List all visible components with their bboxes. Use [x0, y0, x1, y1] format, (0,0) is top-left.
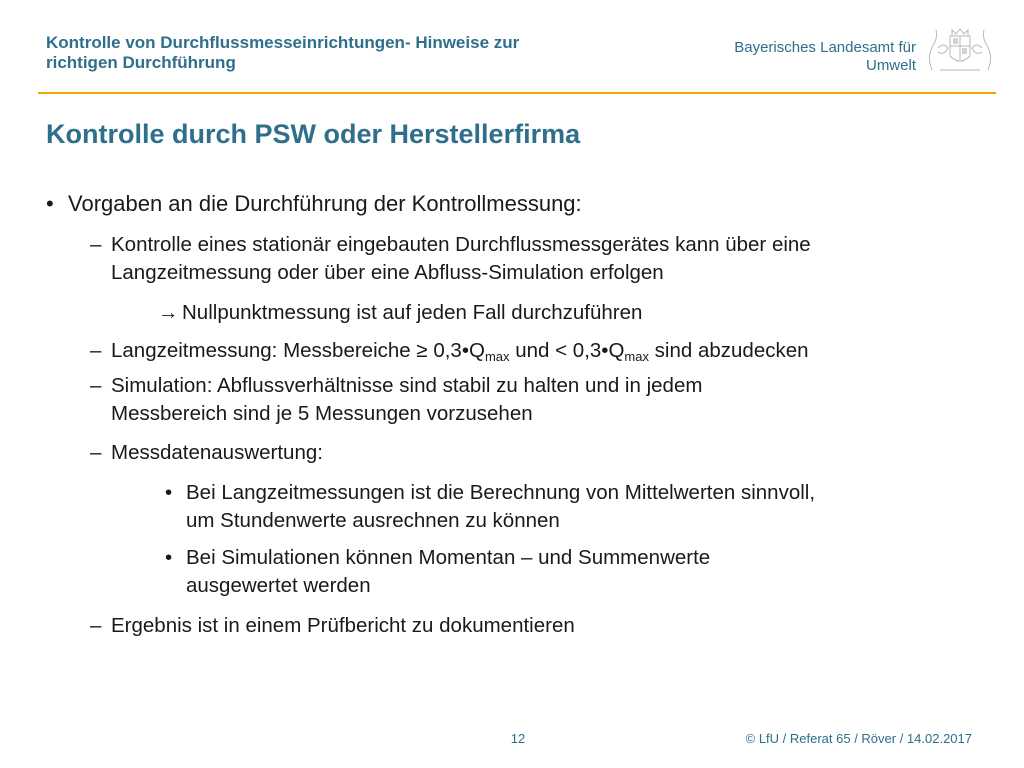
list-item-langzeitmessung — [90, 337, 1010, 365]
dash-marker: – — [90, 374, 102, 397]
dot-marker: • — [165, 546, 173, 569]
list-item-ergebnis — [90, 612, 1010, 640]
bullet-main-text: Vorgaben an die Durchführung der Kontrollmessung: — [68, 191, 582, 216]
dot-marker: • — [165, 481, 173, 504]
sub-item-simulation — [165, 544, 1015, 600]
org-line2: Umwelt — [865, 57, 916, 74]
arrow-item-nullpunkt — [158, 299, 958, 327]
dash-marker: – — [90, 614, 102, 637]
sub-item-langzeit-line1: Bei Langzeitmessungen ist die Berechnung von Mittelwerten sinnvoll, — [186, 481, 816, 504]
list-item-kontrolle-line2: Langzeitmessung oder über eine Abfluss-Simulation erfolgen — [111, 261, 664, 284]
header-title — [46, 33, 646, 73]
list-item-messdaten — [90, 439, 1010, 467]
list-item-simulation-line2: Messbereich sind je 5 Messungen vorzusehen — [111, 402, 533, 425]
header-divider — [38, 92, 996, 94]
list-item-kontrolle-line1: Kontrolle eines stationär eingebauten Durchflussmessgerätes kann über eine — [111, 233, 811, 256]
arrow-icon: → — [158, 301, 179, 324]
dash-marker: – — [90, 339, 102, 362]
bavarian-coat-of-arms-icon — [922, 26, 998, 74]
list-item-kontrolle — [90, 231, 1010, 287]
page-number: 12 — [510, 731, 526, 746]
slide-title: Kontrolle durch PSW oder Herstellerfirma — [46, 119, 581, 149]
list-item-langzeitmessung-text: Langzeitmessung: Messbereiche ≥ $0,3•Q_{max}$ und < $0,3•Q_{max}$ sind abzudecken — [111, 339, 809, 364]
list-item-simulation-line1: Simulation: Abflussverhältnisse sind stabil zu halten und in jedem — [111, 374, 703, 397]
sub-item-simulation-line1: Bei Simulationen können Momentan – und Summenwerte — [186, 546, 711, 569]
arrow-item-text: Nullpunktmessung ist auf jeden Fall durchzuführen — [182, 301, 643, 324]
bullet-marker: • — [46, 191, 54, 216]
list-item-messdaten-text: Messdatenauswertung: — [111, 441, 323, 464]
dash-marker: – — [90, 441, 102, 464]
org-line1: Bayerisches Landesamt für — [734, 39, 916, 56]
header-title-line1: Kontrolle von Durchflussmesseinrichtungen- Hinweise zur — [46, 33, 520, 52]
list-item-simulation — [90, 372, 1010, 428]
dash-marker: – — [90, 233, 102, 256]
organization-name — [676, 39, 916, 75]
sub-item-simulation-line2: ausgewertet werden — [186, 574, 371, 597]
footer-copyright: © LfU / Referat 65 / Röver / 14.02.2017 — [745, 731, 972, 746]
header-title-line2: richtigen Durchführung — [46, 53, 236, 72]
list-item-ergebnis-text: Ergebnis ist in einem Prüfbericht zu dokumentieren — [111, 614, 575, 637]
sub-item-langzeit — [165, 479, 1015, 535]
sub-item-langzeit-line2: um Stundenwerte ausrechnen zu können — [186, 509, 560, 532]
